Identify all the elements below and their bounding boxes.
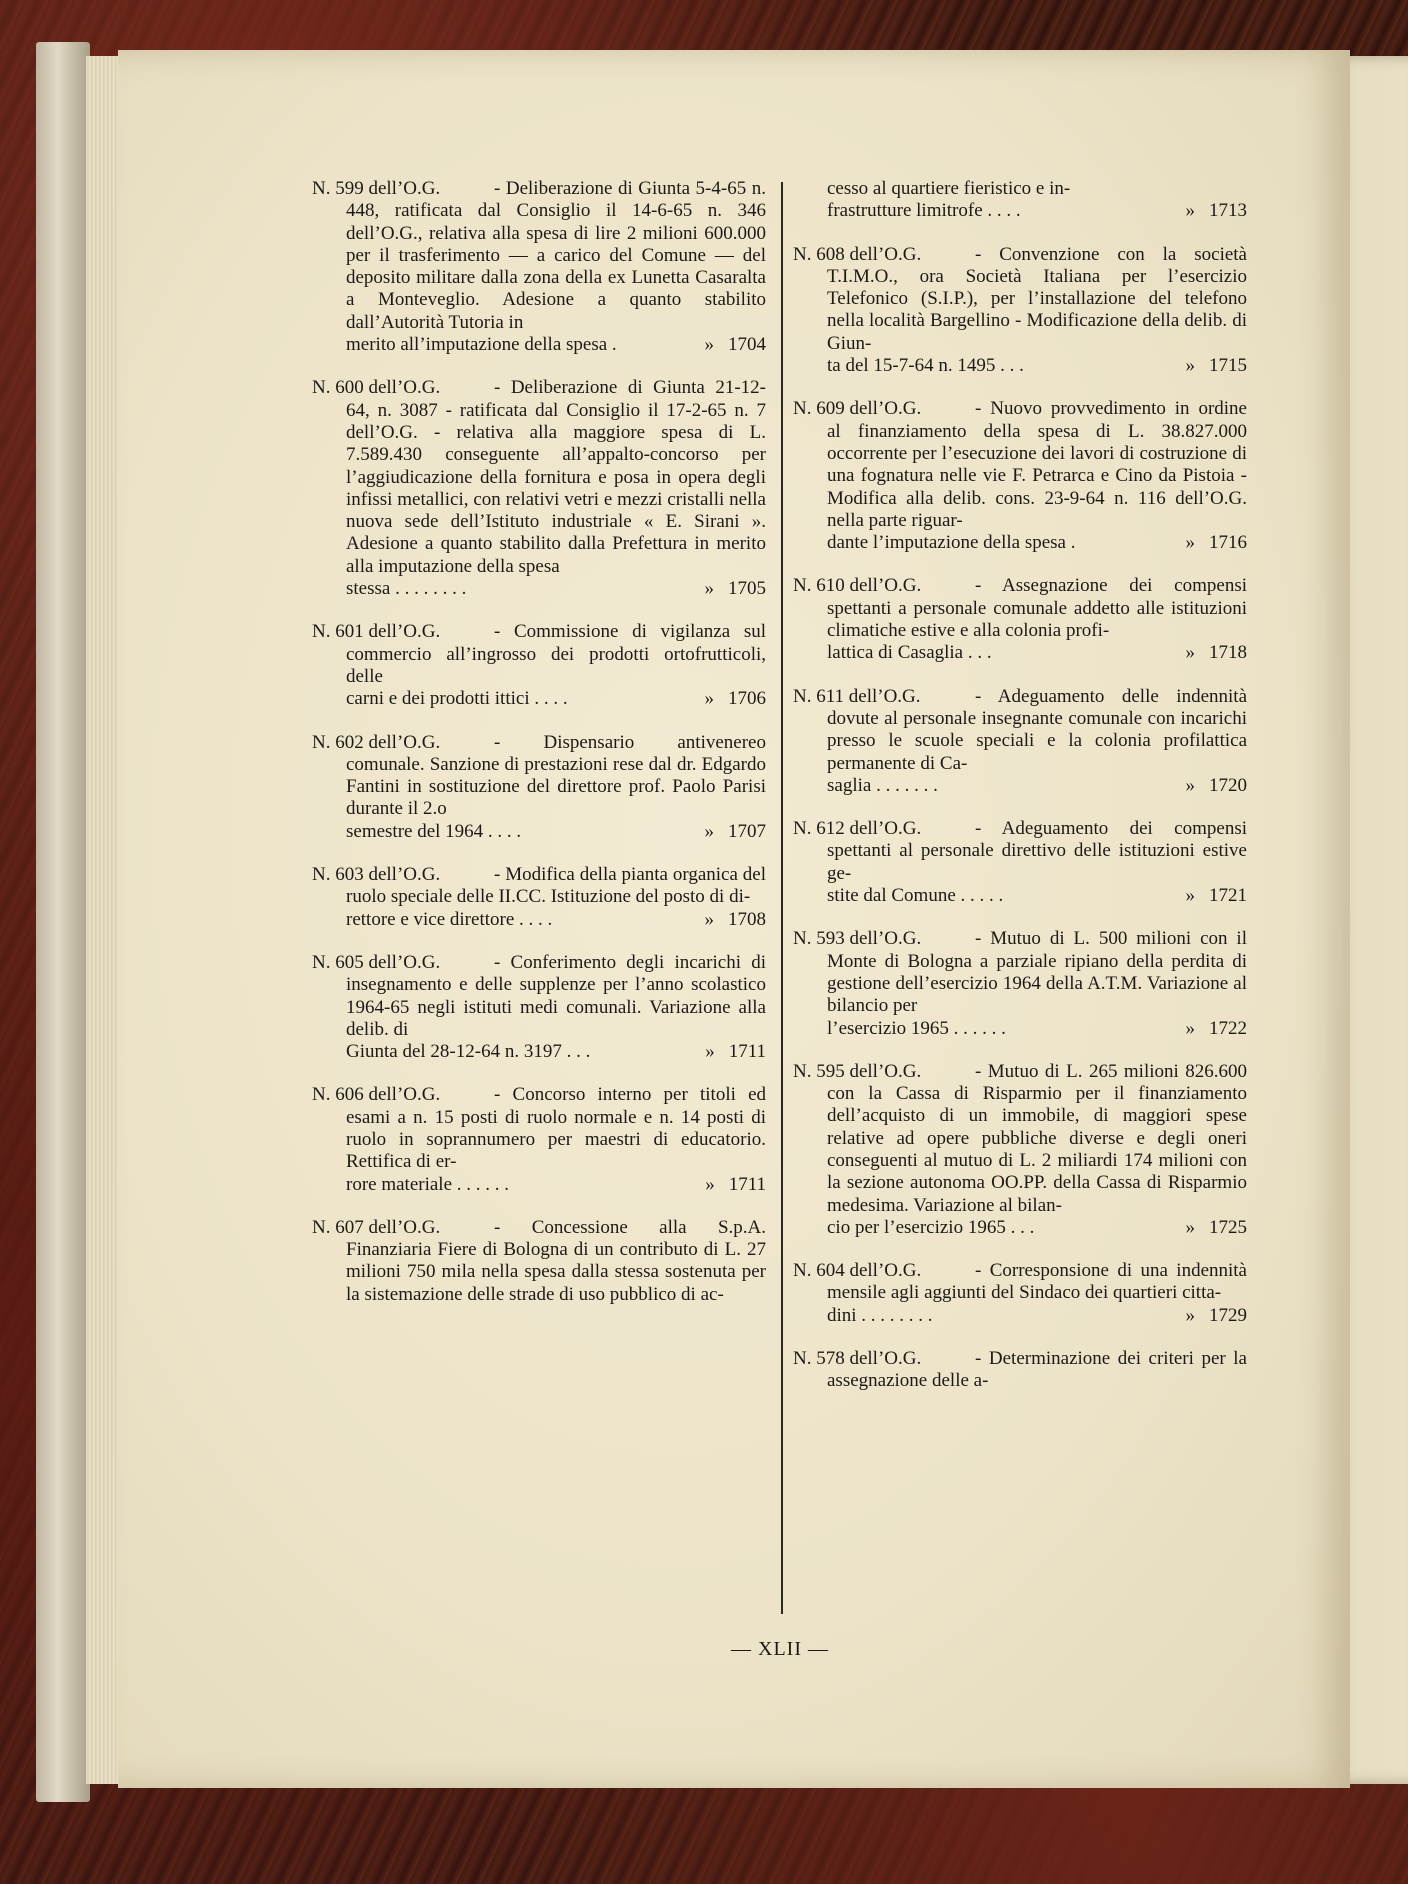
entry-page-number: 1708 — [728, 908, 766, 930]
entry-description: - Deliberazione di Giunta 5-4-65 n. 448, ratificata dal Consiglio il 14-6-65 n. 346 dell’O.G., relativa alla spesa di lire 2 milioni 600.000 per il trasferimento — a carico del Comune — del deposito militare dalla zona della ex Lunetta Casaralta a Monteveglio. Adesione a quanto stabilito dall’Autorità Tutoria in — [346, 178, 766, 333]
index-entry — [793, 178, 1247, 223]
entry-page-ref — [705, 688, 767, 710]
index-entry — [793, 686, 1247, 797]
entry-page-ref — [1186, 1018, 1248, 1040]
entry-last-text: lattica di Casaglia . . . — [827, 642, 992, 664]
entry-page-number: 1716 — [1209, 532, 1247, 554]
entry-page-ref — [705, 1041, 766, 1063]
index-entry — [312, 178, 766, 356]
entry-last-text: saglia . . . . . . . — [827, 774, 938, 796]
entry-last-text: carni e dei prodotti ittici . . . . — [346, 688, 568, 710]
entry-number: N. 612 dell’O.G. — [793, 818, 922, 840]
page-number: — XLII — — [731, 1638, 829, 1660]
entry-number: N. 601 dell’O.G. — [312, 621, 441, 643]
entry-last-text: frastrutture limitrofe . . . . — [827, 200, 1021, 222]
entry-description: - Deliberazione di Giunta 21-12-64, n. 3087 - ratificata dal Consiglio il 17-2-65 n. 7 dell’O.G. - relativa alla maggiore spesa di L. 7.589.430 conseguente all’appalto-concorso per l’aggiudicazione della fornitura e posa in opera degli infissi metallici, con relativi vetri e mezzi cristalli nella nuova sede dell’Istituto industriale « E. Sirani ». Adesione a quanto stabilito dalla Prefettura in merito alla imputazione della spesa — [346, 377, 766, 577]
entry-description: - Adeguamento dei compensi spettanti al personale direttivo delle istituzioni estive ge- — [827, 818, 1247, 884]
entry-description: - Convenzione con la società T.I.M.O., ora Società Italiana per l’esercizio Telefonico (S.I.P.), per l’installazione del telefono nella località Bargellino - Modificazione della delib. di Giun- — [827, 243, 1247, 354]
entry-number: N. 605 dell’O.G. — [312, 951, 441, 973]
entry-number: N. 595 dell’O.G. — [793, 1060, 922, 1082]
entry-description: - Concessione alla S.p.A. Finanziaria Fiere di Bologna di un contributo di L. 27 milioni 750 mila nella spesa dalla stessa sostenuta per la sistemazione delle strade di uso pubblico di ac- — [346, 1216, 766, 1305]
quote-mark: » — [704, 688, 714, 710]
entry-number: N. 609 dell’O.G. — [793, 398, 922, 420]
entry-last-line — [312, 1041, 766, 1063]
entry-page-number: 1706 — [728, 688, 766, 710]
index-entry — [312, 377, 766, 600]
entry-last-line — [793, 532, 1247, 554]
entry-description: - Commissione di vigilanza sul commercio all’ingrosso dei prodotti ortofrutticoli, delle — [346, 621, 766, 687]
index-entry — [312, 952, 766, 1063]
entry-page-number: 1720 — [1209, 774, 1247, 796]
entry-page-ref — [1186, 1217, 1248, 1239]
entry-number: N. 599 dell’O.G. — [312, 178, 441, 199]
entry-last-line — [793, 200, 1247, 222]
index-entry — [793, 244, 1247, 378]
quote-mark: » — [1185, 532, 1195, 554]
entry-description: - Corresponsione di una indennità mensile agli aggiunti del Sindaco dei quartieri citta- — [827, 1260, 1247, 1304]
quote-mark: » — [705, 1041, 715, 1063]
entry-last-line — [793, 1305, 1247, 1327]
entry-last-text: semestre del 1964 . . . . — [346, 820, 522, 842]
book-spine-edge — [36, 42, 90, 1802]
entry-number: N. 603 dell’O.G. — [312, 864, 441, 886]
entry-last-line — [793, 1217, 1247, 1239]
entry-page-ref — [705, 334, 767, 356]
entry-last-line — [793, 642, 1247, 664]
entry-page-number: 1711 — [728, 1173, 766, 1195]
index-entry — [793, 1061, 1247, 1239]
quote-mark: » — [1185, 355, 1195, 377]
entry-page-ref — [1186, 1305, 1248, 1327]
index-entry — [793, 928, 1247, 1039]
entry-page-ref — [1186, 355, 1248, 377]
entry-description: cesso al quartiere fieristico e in- — [827, 178, 1071, 199]
entry-last-text: dante l’imputazione della spesa . — [827, 532, 1076, 554]
index-entry — [312, 864, 766, 931]
entry-last-line — [793, 1018, 1247, 1040]
index-entry — [793, 818, 1247, 907]
entry-number: N. 600 dell’O.G. — [312, 377, 441, 399]
entry-last-text: merito all’imputazione della spesa . — [346, 334, 617, 356]
entry-number: N. 610 dell’O.G. — [793, 575, 922, 597]
entry-description: - Determinazione dei criteri per la assegnazione delle a- — [827, 1348, 1247, 1392]
quote-mark: » — [1185, 1017, 1195, 1039]
quote-mark: » — [1185, 642, 1195, 664]
entry-description: - Dispensario antivenereo comunale. Sanzione di prestazioni rese dal dr. Edgardo Fantini in sostituzione del direttore prof. Paolo Parisi durante il 2.o — [346, 731, 766, 820]
index-entry — [793, 1348, 1247, 1393]
entry-last-line — [793, 775, 1247, 797]
index-entry — [312, 1217, 766, 1306]
entry-last-text: Giunta del 28-12-64 n. 3197 . . . — [346, 1041, 591, 1063]
entry-page-ref — [1186, 642, 1248, 664]
entry-last-line — [312, 821, 766, 843]
entry-last-line — [793, 885, 1247, 907]
column-divider — [781, 182, 783, 1614]
quote-mark: » — [704, 334, 714, 356]
entry-last-text: stessa . . . . . . . . — [346, 578, 467, 600]
index-column-right — [793, 178, 1247, 1414]
entry-page-ref — [705, 909, 767, 931]
entry-page-number: 1707 — [728, 820, 766, 842]
entry-description: - Nuovo provvedimento in ordine al finanziamento della spesa di L. 38.827.000 occorrente per l’esecuzione dei lavori di costruzione di una fognatura nelle vie F. Petrarca e Cino da Pistoia - Modifica alla delib. cons. 23-9-64 n. 116 dell’O.G. nella parte riguar- — [827, 398, 1247, 531]
entry-last-line — [793, 355, 1247, 377]
entry-page-number: 1711 — [728, 1041, 766, 1063]
quote-mark: » — [1185, 200, 1195, 222]
index-entry — [312, 1084, 766, 1195]
entry-description: - Modifica della pianta organica del ruolo speciale delle II.CC. Istituzione del posto di di- — [346, 864, 766, 908]
entry-number: N. 593 dell’O.G. — [793, 928, 922, 950]
entry-page-ref — [1186, 532, 1248, 554]
entry-last-line — [312, 909, 766, 931]
entry-page-ref — [705, 578, 767, 600]
entry-page-ref — [705, 1174, 766, 1196]
quote-mark: » — [1185, 1216, 1195, 1238]
entry-page-number: 1721 — [1209, 885, 1247, 907]
entry-page-ref — [705, 821, 767, 843]
entry-page-number: 1729 — [1209, 1304, 1247, 1326]
quote-mark: » — [1185, 774, 1195, 796]
entry-page-number: 1715 — [1209, 355, 1247, 377]
index-entry — [793, 575, 1247, 664]
entry-page-number: 1713 — [1209, 200, 1247, 222]
entry-description: - Assegnazione dei compensi spettanti a personale comunale addetto alle istituzioni climatiche estive e alla colonia profi- — [827, 575, 1247, 642]
entry-page-number: 1722 — [1209, 1017, 1247, 1039]
entry-last-line — [312, 334, 766, 356]
index-entry — [312, 732, 766, 843]
index-entry — [793, 1260, 1247, 1327]
entry-description: - Mutuo di L. 265 milioni 826.600 con la Cassa di Risparmio per il finanziamento dell’acquisto di un immobile, di maggiori spese relative ad opere pubbliche diverse e degli oneri conseguenti al mutuo di L. 2 miliardi 174 milioni con la sezione autonoma OO.PP. della Cassa di Risparmio medesima. Variazione al bilan- — [827, 1060, 1247, 1216]
entry-number: N. 578 dell’O.G. — [793, 1348, 922, 1370]
index-column-left — [312, 178, 766, 1327]
entry-last-line — [312, 578, 766, 600]
entry-last-text: stite dal Comune . . . . . — [827, 885, 1004, 907]
quote-mark: » — [705, 1173, 715, 1195]
entry-page-number: 1705 — [728, 578, 766, 600]
entry-last-line — [312, 688, 766, 710]
entry-description: - Conferimento degli incarichi di insegnamento e delle supplenze per l’anno scolastico 1964-65 negli istituti medi comunali. Variazione alla delib. di — [346, 951, 766, 1040]
entry-page-number: 1725 — [1209, 1216, 1247, 1238]
entry-page-number: 1718 — [1209, 642, 1247, 664]
quote-mark: » — [1185, 885, 1195, 907]
entry-last-text: rettore e vice direttore . . . . — [346, 908, 553, 930]
entry-description: - Concorso interno per titoli ed esami a n. 15 posti di ruolo normale e n. 14 posti di ruolo in soprannumero per maestri di educatorio. Rettifica di er- — [346, 1084, 766, 1173]
entry-number: N. 606 dell’O.G. — [312, 1084, 441, 1106]
entry-page-ref — [1186, 775, 1248, 797]
entry-number: N. 608 dell’O.G. — [793, 243, 922, 265]
entry-description: - Mutuo di L. 500 milioni con il Monte di Bologna a parziale ripiano della perdita di gestione dell’esercizio 1964 della A.T.M. Variazione al bilancio per — [827, 928, 1247, 1017]
entry-number: N. 604 dell’O.G. — [793, 1260, 922, 1282]
quote-mark: » — [1185, 1304, 1195, 1326]
entry-page-ref — [1186, 200, 1248, 222]
entry-last-text: cio per l’esercizio 1965 . . . — [827, 1216, 1035, 1238]
entry-last-line — [312, 1174, 766, 1196]
entry-number: N. 607 dell’O.G. — [312, 1216, 441, 1238]
entry-last-text: ta del 15-7-64 n. 1495 . . . — [827, 355, 1024, 377]
entry-page-number: 1704 — [728, 334, 766, 356]
entry-page-ref — [1186, 885, 1248, 907]
index-entry — [793, 398, 1247, 554]
entry-number: N. 602 dell’O.G. — [312, 731, 441, 753]
entry-last-text: rore materiale . . . . . . — [346, 1173, 510, 1195]
quote-mark: » — [704, 908, 714, 930]
entry-description: - Adeguamento delle indennità dovute al personale insegnante comunale con incarichi presso le scuole speciali e la colonia profilattica permanente di Ca- — [827, 685, 1247, 774]
quote-mark: » — [704, 820, 714, 842]
entry-last-text: l’esercizio 1965 . . . . . . — [827, 1017, 1006, 1039]
entry-last-text: dini . . . . . . . . — [827, 1304, 933, 1326]
entry-number: N. 611 dell’O.G. — [793, 685, 921, 707]
index-entry — [312, 621, 766, 710]
quote-mark: » — [704, 578, 714, 600]
